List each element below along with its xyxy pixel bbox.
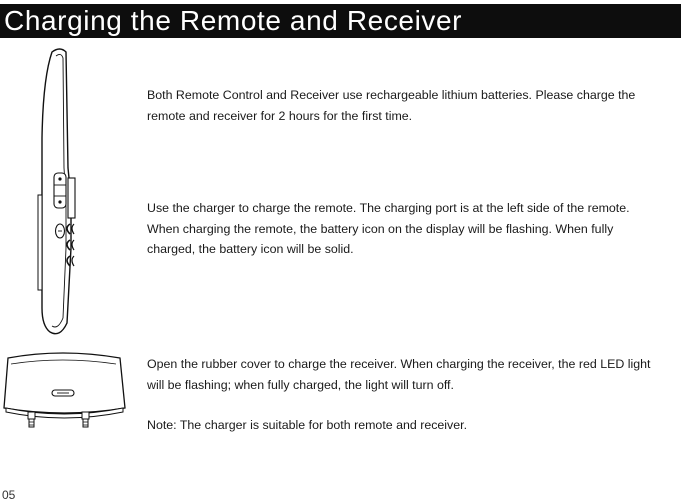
page-number: 05 <box>2 488 16 502</box>
intro-paragraph: Both Remote Control and Receiver use rechargeable lithium batteries. Please charge the remote and receiver for 2 hours for the first time. <box>147 88 636 123</box>
receiver-charging-paragraph: Open the rubber cover to charge the receiver. When charging the receiver, the red LED light will be flashing; when fully charged, the light will turn off. <box>147 357 651 392</box>
title-bar <box>0 4 681 38</box>
remote-illustration <box>30 48 90 343</box>
receiver-illustration <box>2 350 127 432</box>
charger-note: Note: The charger is suitable for both remote and receiver. <box>147 418 468 432</box>
remote-charging-paragraph: Use the charger to charge the remote. The charging port is at the left side of the remote. When charging the remote, the battery icon on the display will be flashing. When fully charged, the battery icon will be solid. <box>147 201 630 256</box>
page-title: Charging the Remote and Receiver <box>4 5 463 36</box>
